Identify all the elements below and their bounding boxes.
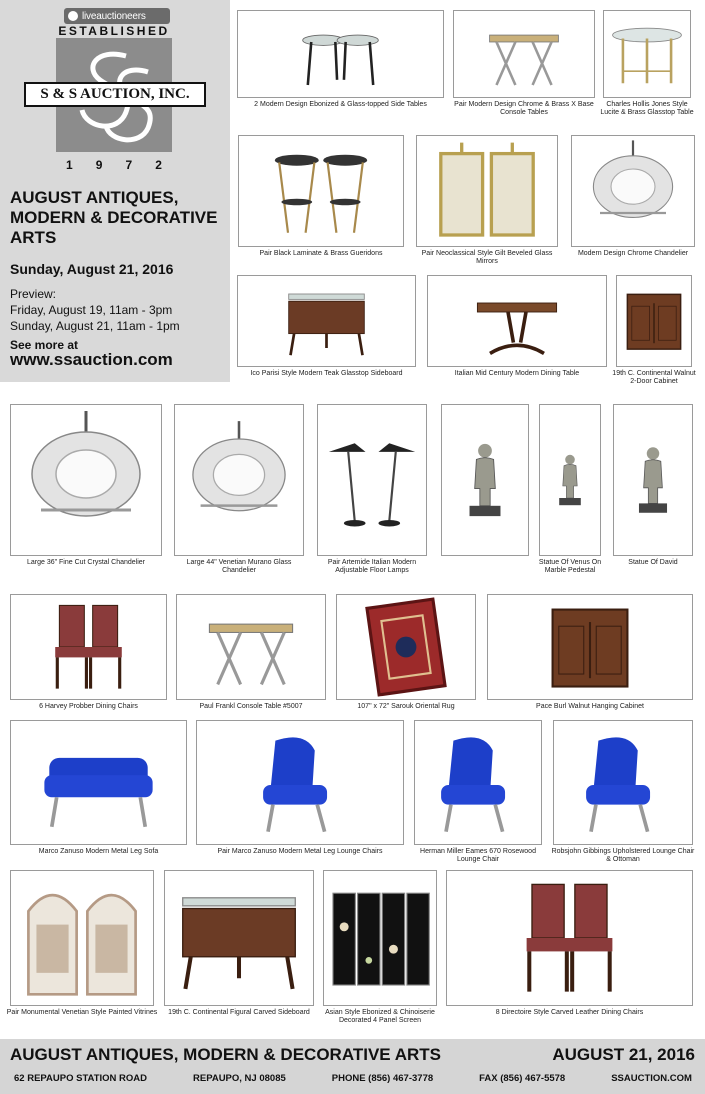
auction-lot[interactable]: [237, 10, 444, 108]
auction-lot[interactable]: [427, 275, 607, 377]
auction-lot[interactable]: [613, 404, 693, 566]
lot-caption: Charles Hollis Jones Style Lucite & Brass Glasstop Table: [600, 101, 694, 116]
auction-lot[interactable]: [176, 594, 326, 710]
lot-caption: 19th C. Continental Figural Carved Sideboard: [168, 1009, 310, 1016]
rug-icon: [336, 594, 476, 700]
year-established: [54, 158, 174, 172]
lot-caption: Statue Of David: [628, 559, 678, 566]
footer-banner: [0, 1039, 705, 1094]
sideboard-icon: [237, 275, 416, 367]
lot-caption: Pair Black Laminate & Brass Gueridons: [259, 250, 383, 257]
sofa-icon: [10, 720, 187, 845]
footer-city: REPAUPO, NJ 08085: [193, 1073, 286, 1084]
see-more-label: See more at: [10, 338, 79, 352]
chair-icon: [10, 594, 167, 700]
lot-caption: Large 44" Venetian Murano Glass Chandelier: [186, 559, 292, 574]
auction-lot[interactable]: [238, 135, 404, 257]
lot-caption: Large 36" Fine Cut Crystal Chandelier: [26, 559, 146, 566]
lot-caption: Modern Design Chrome Chandelier: [577, 250, 689, 257]
company-name: S & S AUCTION, INC.: [24, 82, 206, 107]
auction-lot[interactable]: [10, 720, 187, 855]
year-digit: 2: [155, 158, 162, 172]
auction-lot[interactable]: [10, 404, 162, 566]
chandelier-icon: [10, 404, 162, 556]
footer-fax: FAX (856) 467-5578: [479, 1073, 566, 1084]
lot-caption: Pair Modern Design Chrome & Brass X Base Console Tables: [454, 101, 594, 116]
footer-title: AUGUST ANTIQUES, MODERN & DECORATIVE ARTS: [10, 1045, 441, 1064]
auction-date: Sunday, August 21, 2016: [10, 261, 174, 277]
statue-icon: [441, 404, 529, 556]
header-panel: [0, 0, 230, 382]
preview-sunday: Sunday, August 21, 11am - 1pm: [10, 319, 180, 333]
statue-icon: [613, 404, 693, 556]
statue-icon: [539, 404, 601, 556]
auction-lot[interactable]: [10, 594, 167, 710]
preview-friday: Friday, August 19, 11am - 3pm: [10, 303, 173, 317]
auction-lot[interactable]: [414, 720, 542, 863]
console-table-icon: [176, 594, 326, 700]
mirror-icon: [416, 135, 558, 247]
liveauctioneers-logo-icon: [68, 11, 78, 21]
lot-caption: Statue Of Venus On Marble Pedestal: [538, 559, 602, 574]
auction-lot[interactable]: [551, 720, 695, 863]
lot-caption: Pair Artemide Italian Modern Adjustable Floor Lamps: [327, 559, 417, 574]
lot-caption: Asian Style Ebonized & Chinoiserie Decorated 4 Panel Screen: [325, 1009, 435, 1024]
footer-title-row: [10, 1045, 695, 1065]
website-link[interactable]: www.ssauction.com: [10, 350, 173, 369]
lot-caption: Ico Parisi Style Modern Teak Glasstop Sideboard: [250, 370, 403, 377]
auction-lot[interactable]: [196, 720, 404, 855]
auction-lot[interactable]: [487, 594, 693, 710]
glass-table-icon: [603, 10, 691, 98]
lounge-chair-icon: [196, 720, 404, 845]
console-table-icon: [453, 10, 595, 98]
lot-caption: Marco Zanuso Modern Metal Leg Sofa: [38, 848, 159, 855]
chair-icon: [446, 870, 693, 1006]
lot-caption: Pace Burl Walnut Hanging Cabinet: [536, 703, 644, 710]
cabinet-icon: [487, 594, 693, 700]
liveauctioneers-badge[interactable]: [64, 8, 170, 24]
lot-caption: Herman Miller Eames 670 Rosewood Lounge Chair: [420, 848, 536, 863]
preview-label: Preview:: [10, 287, 57, 301]
chandelier-icon: [571, 135, 695, 247]
year-digit: 7: [125, 158, 133, 172]
established-label: ESTABLISHED: [58, 24, 170, 38]
auction-headline: AUGUST ANTIQUES, MODERN & DECORATIVE ARTS: [10, 188, 218, 247]
cabinet-icon: [616, 275, 692, 367]
lounge-chair-icon: [553, 720, 693, 845]
year-digit: 1: [66, 158, 73, 172]
footer-phone[interactable]: PHONE (856) 467-3778: [331, 1073, 434, 1084]
auction-lot[interactable]: [612, 275, 696, 385]
lot-caption: Pair Marco Zanuso Modern Metal Leg Lounge Chairs: [217, 848, 383, 855]
footer-address: 62 REPAUPO STATION ROAD: [14, 1073, 148, 1084]
lot-caption: Robsjohn Gibbings Upholstered Lounge Chair & Ottoman: [551, 848, 695, 863]
footer-date: AUGUST 21, 2016: [552, 1045, 695, 1064]
auction-lot[interactable]: [416, 135, 558, 265]
lounge-chair-icon: [414, 720, 542, 845]
lot-caption: Italian Mid Century Modern Dining Table: [454, 370, 580, 377]
side-table-icon: [237, 10, 444, 98]
dining-table-icon: [427, 275, 607, 367]
auction-lot[interactable]: [317, 404, 427, 574]
lot-caption: 8 Directoire Style Carved Leather Dining Chairs: [495, 1009, 644, 1016]
year-digit: 9: [95, 158, 103, 172]
lot-caption: Paul Frankl Console Table #5007: [199, 703, 303, 710]
screen-icon: [323, 870, 437, 1006]
sideboard-icon: [164, 870, 314, 1006]
auction-lot[interactable]: [336, 594, 476, 710]
auction-lot[interactable]: [323, 870, 437, 1024]
auction-lot[interactable]: [6, 870, 158, 1016]
auction-lot[interactable]: [453, 10, 595, 116]
footer-website[interactable]: SSAUCTION.COM: [611, 1073, 692, 1084]
auction-lot[interactable]: [164, 870, 314, 1016]
chandelier-icon: [174, 404, 304, 556]
auction-lot[interactable]: [446, 870, 693, 1016]
lot-caption: 19th C. Continental Walnut 2-Door Cabinet: [612, 370, 696, 385]
auction-lot[interactable]: [174, 404, 304, 574]
lot-caption: 6 Harvey Probber Dining Chairs: [39, 703, 138, 710]
vitrine-icon: [10, 870, 154, 1006]
auction-lot[interactable]: [441, 404, 529, 556]
lot-caption: 107" x 72" Sarouk Oriental Rug: [357, 703, 455, 710]
auction-lot[interactable]: [571, 135, 695, 257]
floor-lamp-icon: [317, 404, 427, 556]
auction-lot[interactable]: [538, 404, 602, 574]
badge-text: liveauctioneers: [82, 10, 146, 22]
lot-caption: 2 Modern Design Ebonized & Glass-topped Side Tables: [254, 101, 427, 108]
gueridon-icon: [238, 135, 404, 247]
auction-lot[interactable]: [237, 275, 416, 377]
lot-caption: Pair Monumental Venetian Style Painted Vitrines: [6, 1009, 158, 1016]
footer-contact-row: [14, 1073, 692, 1084]
auction-lot[interactable]: [600, 10, 694, 116]
lot-caption: Pair Neoclassical Style Gilt Beveled Glass Mirrors: [421, 250, 553, 265]
